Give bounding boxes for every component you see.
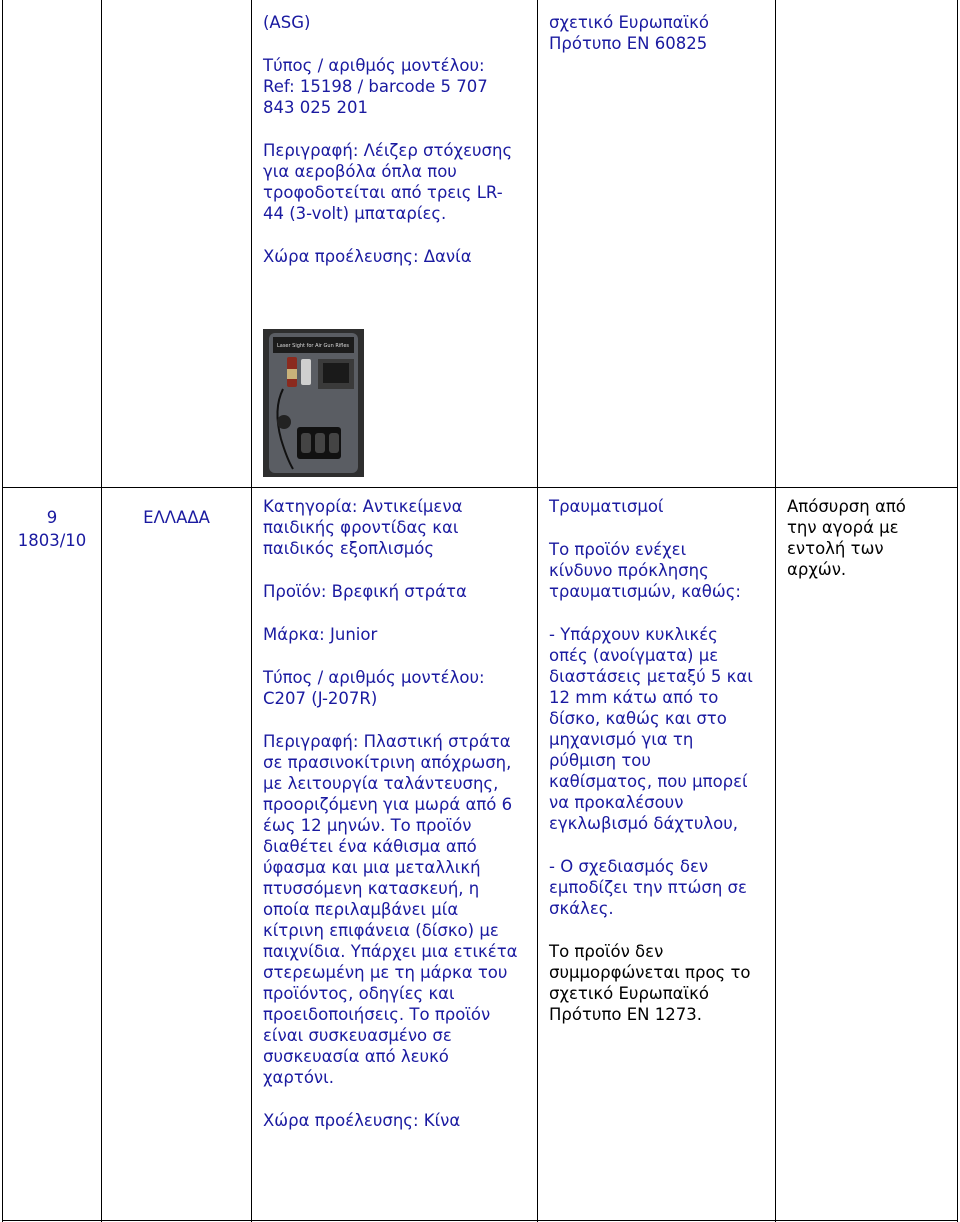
product-photo <box>263 329 364 477</box>
risk-point-line: να προκαλέσουν <box>549 793 684 812</box>
photo-header-text: Laser Sight for Air Gun Rifles <box>276 343 350 349</box>
description-line: συσκευασία από λευκό <box>263 1047 449 1066</box>
risk-point-line: - Υπάρχουν κυκλικές <box>549 625 718 644</box>
notification-ref: 1803/10 <box>17 531 87 550</box>
model-value: 843 025 201 <box>263 98 368 117</box>
description-line: οποία περιλαμβάνει μία <box>263 900 459 919</box>
standard-line: Πρότυπο EN 60825 <box>549 34 708 53</box>
description-line: τροφοδοτείται από τρεις LR- <box>263 183 503 202</box>
description-line: κίτρινη επιφάνεια (δίσκο) με <box>263 921 499 940</box>
description-line: για αεροβόλα όπλα που <box>263 162 457 181</box>
risk-point-line: εγκλωβισμό δάχτυλου, <box>549 814 739 833</box>
row2-number-cell <box>3 507 101 551</box>
model-value: Ref: 15198 / barcode 5 707 <box>263 77 488 96</box>
description-line: διαθέτει ένα κάθισμα από <box>263 837 477 856</box>
standard-line: σχετικό Ευρωπαϊκό <box>549 13 709 32</box>
table-border-col3 <box>537 0 538 1222</box>
row2-measures-cell <box>787 496 955 580</box>
origin-text: Χώρα προέλευσης: Κίνα <box>263 1111 461 1130</box>
risk-point-line: καθίσματος, που μπορεί <box>549 772 748 791</box>
description-line: Περιγραφή: Λέιζερ στόχευσης <box>263 141 513 160</box>
row-divider <box>2 487 958 488</box>
risk-title: Τραυματισμοί <box>549 497 664 516</box>
measure-line: αρχών. <box>787 560 847 579</box>
description-line: έως 12 μηνών. Το προϊόν <box>263 816 472 835</box>
description-line: προοριζόμενη για μωρά από 6 <box>263 795 513 814</box>
country-text: ΕΛΛΑΔΑ <box>143 508 210 527</box>
risk-conclusion-line: Το προϊόν δεν <box>549 942 664 961</box>
row1-description-cell <box>263 12 533 267</box>
category-line: Κατηγορία: Αντικείμενα <box>263 497 463 516</box>
description-line: Περιγραφή: Πλαστική στράτα <box>263 732 511 751</box>
risk-conclusion-line: συμμορφώνεται προς το <box>549 963 751 982</box>
risk-point-line: εμποδίζει την πτώση σε <box>549 878 747 897</box>
model-label: Τύπος / αριθμός μοντέλου: <box>263 668 485 687</box>
risk-point-line: σκάλες. <box>549 899 614 918</box>
risk-intro-line: Το προϊόν ενέχει <box>549 540 687 559</box>
risk-point-line: οπές (ανοίγματα) με <box>549 646 719 665</box>
risk-conclusion-line: σχετικό Ευρωπαϊκό <box>549 984 709 1003</box>
table-border-left <box>2 0 3 1222</box>
measure-line: Απόσυρση από <box>787 497 906 516</box>
description-line: με λειτουργία ταλάντευσης, <box>263 774 499 793</box>
description-line: ύφασμα και μια μεταλλική <box>263 858 481 877</box>
category-line: παιδικής φροντίδας και <box>263 518 459 537</box>
table-border-col4 <box>775 0 776 1222</box>
risk-point-line: ρύθμιση του <box>549 751 651 770</box>
table-border-col1 <box>101 0 102 1222</box>
measure-line: εντολή των <box>787 539 884 558</box>
description-line: πτυσσόμενη κατασκευή, η <box>263 879 480 898</box>
row1-standard-cell <box>549 12 773 54</box>
model-value: C207 (J-207R) <box>263 689 378 708</box>
risk-point-line: δίσκο, καθώς και στο <box>549 709 727 728</box>
measure-line: την αγορά με <box>787 518 899 537</box>
origin-text: Χώρα προέλευσης: Δανία <box>263 247 472 266</box>
row2-description-cell <box>263 496 535 1131</box>
description-line: χαρτόνι. <box>263 1068 334 1087</box>
description-line: προειδοποιήσεις. Το προϊόν <box>263 1005 491 1024</box>
description-line: στερεωμένη με τη μάρκα του <box>263 963 508 982</box>
notification-number: 9 <box>46 508 58 527</box>
description-line: σε πρασινοκίτρινη απόχρωση, <box>263 753 512 772</box>
description-line: προϊόντος, οδηγίες και <box>263 984 455 1003</box>
model-label: Τύπος / αριθμός μοντέλου: <box>263 56 485 75</box>
description-line: παιχνίδια. Υπάρχει μια ετικέτα <box>263 942 518 961</box>
table-border-bottom <box>2 1220 958 1221</box>
category-line: παιδικός εξοπλισμός <box>263 539 435 558</box>
table-border-right <box>957 0 958 1222</box>
risk-intro-line: κίνδυνο πρόκλησης <box>549 561 709 580</box>
risk-point-line: μηχανισμό για τη <box>549 730 694 749</box>
risk-conclusion-line: Πρότυπο EN 1273. <box>549 1005 702 1024</box>
product-text: Προϊόν: Βρεφική στράτα <box>263 582 467 601</box>
row2-country-cell <box>102 507 251 528</box>
laser-sight-package-image <box>263 329 364 477</box>
risk-point-line: διαστάσεις μεταξύ 5 και <box>549 667 753 686</box>
risk-point-line: 12 mm κάτω από το <box>549 688 719 707</box>
table-border-col2 <box>251 0 252 1222</box>
risk-intro-line: τραυματισμών, καθώς: <box>549 582 741 601</box>
brand-text: Μάρκα: Junior <box>263 625 378 644</box>
risk-point-line: - Ο σχεδιασμός δεν <box>549 857 709 876</box>
row2-risk-cell <box>549 496 773 1025</box>
description-line: 44 (3-volt) μπαταρίες. <box>263 204 447 223</box>
description-line: είναι συσκευασμένο σε <box>263 1026 452 1045</box>
brand-text: (ASG) <box>263 13 311 32</box>
